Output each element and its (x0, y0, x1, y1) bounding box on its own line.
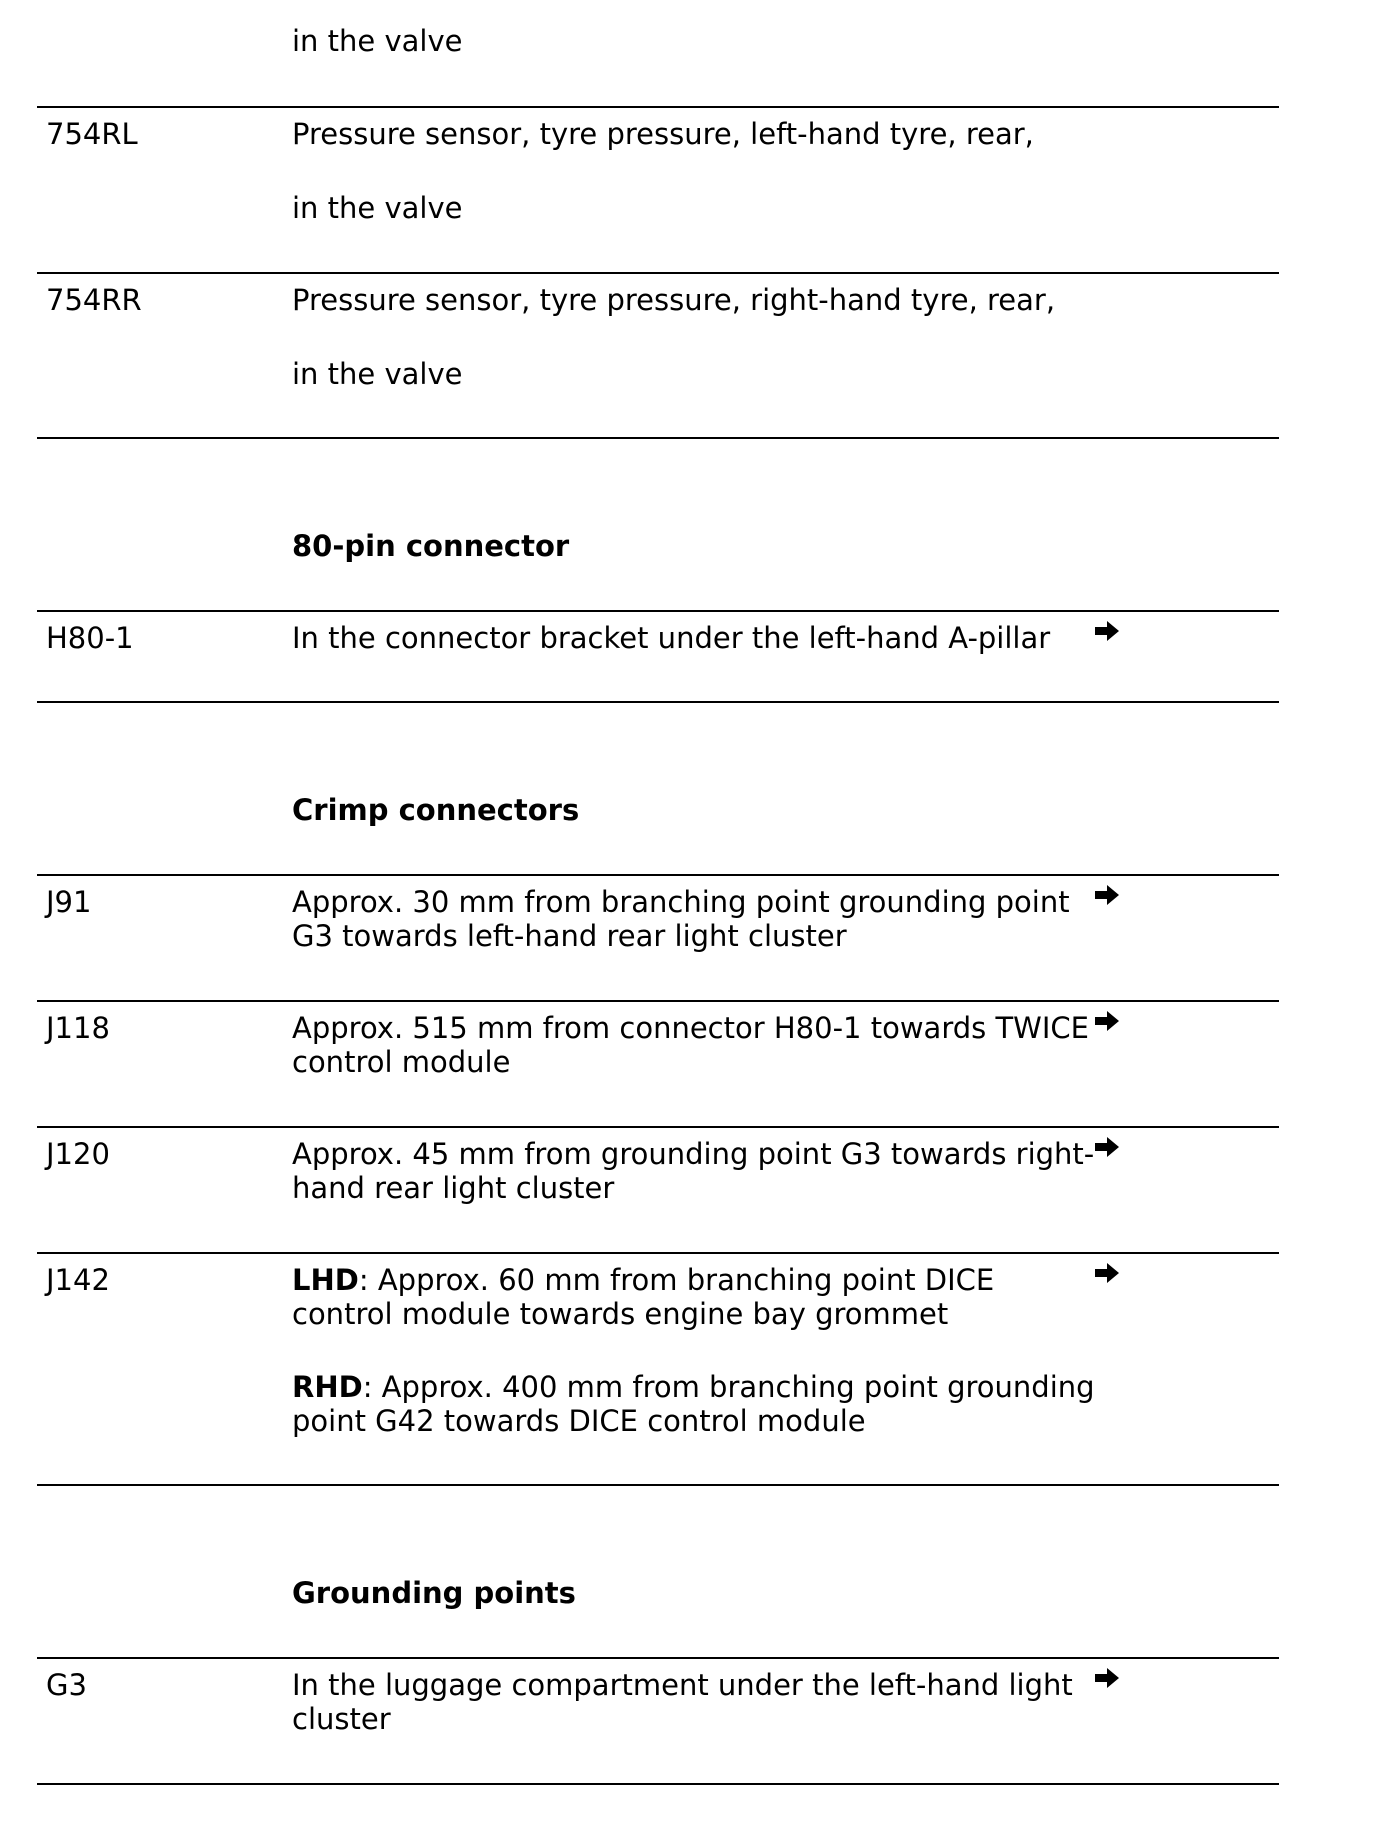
arrow-right-icon[interactable] (1093, 1666, 1121, 1690)
entry-description: control module towards engine bay grommet (292, 1297, 949, 1331)
rhd-text: : Approx. 400 mm from branching point grounding (362, 1370, 1095, 1404)
lhd-label: LHD (292, 1263, 359, 1297)
row-divider (37, 272, 1279, 274)
lhd-text: : Approx. 60 mm from branching point DICE (358, 1263, 995, 1297)
entry-description: Pressure sensor, tyre pressure, right-hand tyre, rear, (292, 283, 1056, 317)
row-divider (37, 701, 1279, 703)
entry-description: Approx. 45 mm from grounding point G3 towards right- (292, 1137, 1095, 1171)
row-divider (37, 1484, 1279, 1486)
entry-code: 754RR (46, 283, 142, 317)
entry-description-rhd (292, 1370, 1095, 1404)
arrow-right-icon[interactable] (1093, 883, 1121, 907)
entry-code: H80-1 (46, 621, 134, 655)
section-heading: 80-pin connector (292, 529, 570, 563)
row-divider (37, 1000, 1279, 1002)
arrow-right-icon[interactable] (1093, 1009, 1121, 1033)
entry-description: In the connector bracket under the left-hand A-pillar (292, 621, 1051, 655)
row-divider (37, 1657, 1279, 1659)
row-divider (37, 874, 1279, 876)
row-divider (37, 437, 1279, 439)
arrow-right-icon[interactable] (1093, 1261, 1121, 1285)
entry-description: Pressure sensor, tyre pressure, left-hand tyre, rear, (292, 117, 1034, 151)
entry-description: cluster (292, 1702, 391, 1736)
entry-description-lhd (292, 1263, 994, 1297)
entry-description: in the valve (292, 357, 463, 391)
row-divider (37, 1783, 1279, 1785)
entry-code: G3 (46, 1668, 87, 1702)
entry-description: In the luggage compartment under the left-hand light (292, 1668, 1073, 1702)
entry-description: control module (292, 1045, 511, 1079)
entry-description: G3 towards left-hand rear light cluster (292, 919, 847, 953)
entry-description: Approx. 30 mm from branching point grounding point (292, 885, 1070, 919)
row-divider (37, 106, 1279, 108)
entry-code: J142 (46, 1263, 110, 1297)
row-divider (37, 1252, 1279, 1254)
entry-description: point G42 towards DICE control module (292, 1404, 866, 1438)
entry-code: J91 (46, 885, 92, 919)
row-divider (37, 1126, 1279, 1128)
entry-code: 754RL (46, 117, 138, 151)
entry-description: in the valve (292, 191, 463, 225)
entry-description: in the valve (292, 24, 463, 58)
entry-description: hand rear light cluster (292, 1171, 615, 1205)
entry-description: Approx. 515 mm from connector H80-1 towards TWICE (292, 1011, 1089, 1045)
rhd-label: RHD (292, 1370, 363, 1404)
entry-code: J120 (46, 1137, 110, 1171)
row-divider (37, 610, 1279, 612)
arrow-right-icon[interactable] (1093, 619, 1121, 643)
arrow-right-icon[interactable] (1093, 1135, 1121, 1159)
section-heading: Crimp connectors (292, 793, 580, 827)
entry-code: J118 (46, 1011, 110, 1045)
section-heading: Grounding points (292, 1576, 576, 1610)
